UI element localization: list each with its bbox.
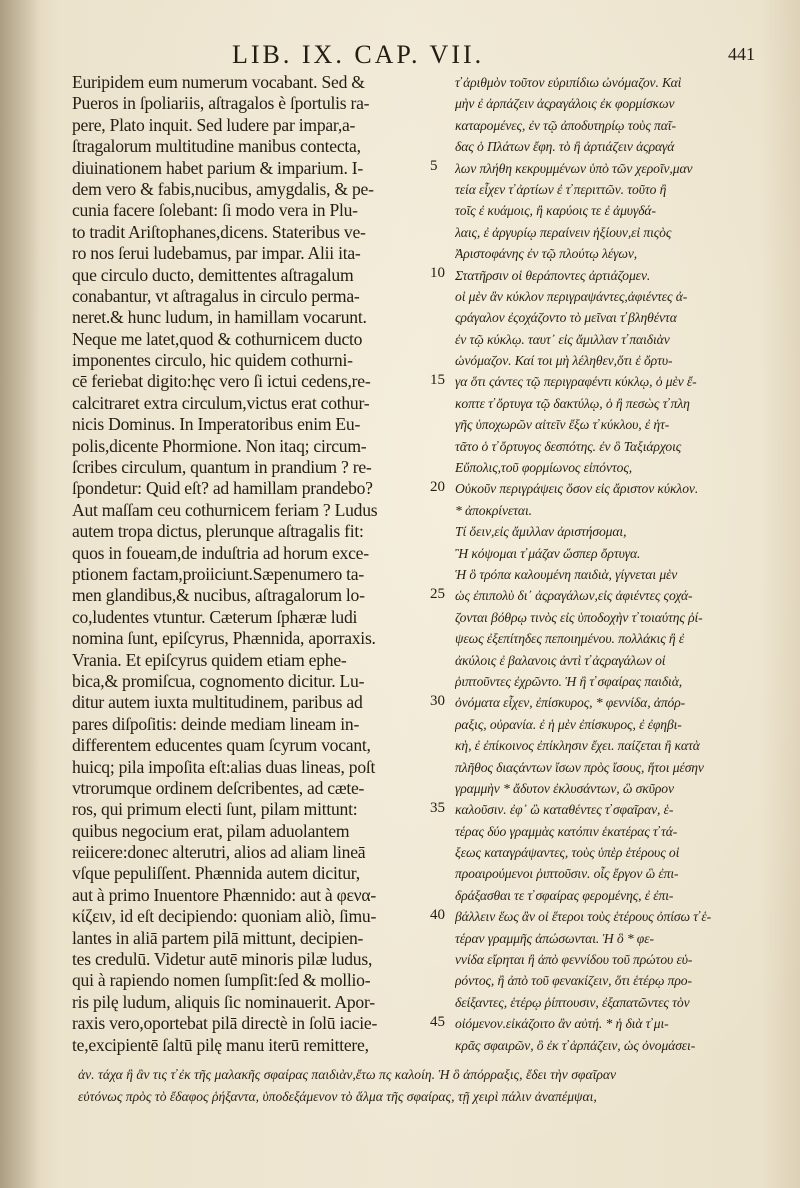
- latin-text-line: raxis vero,oportebat pilā directè in ſolū iacie-: [72, 1013, 378, 1034]
- greek-text-line: ὠνόμαζον. Καί τοι μὴ λέληθεν,ὅτι ἐ ὄρτυ-: [455, 353, 673, 369]
- latin-text-line: vſque pepuliſſent. Phænnida autem dicitur,: [72, 863, 360, 884]
- latin-text-line: ſcribes circulum, quantum in prandium ? re-: [72, 457, 372, 478]
- line-number: 10: [430, 264, 445, 281]
- greek-text-line: * ἀποκρίνεται.: [455, 502, 532, 518]
- latin-text-line: quibus negocium erat, pilam aduolantem: [72, 820, 350, 841]
- latin-text-line: ptionem factam,proiiciunt.Sæpenumero ta-: [72, 563, 364, 584]
- latin-text-line: que circulo ducto, demittentes aſtragalum: [72, 264, 354, 285]
- greek-text-line: βάλλειν ἕως ἂν οἱ ἕτεροι τοὺς ἑτέρους ὀπίσω τ̓ ἑ-: [455, 909, 712, 925]
- greek-text-line: Ἀριστοφάνης ἐν τῷ πλούτῳ λέγων,: [455, 246, 638, 262]
- latin-text-line: pares diſpoſitis: deinde mediam lineam in-: [72, 713, 360, 734]
- line-number: 25: [430, 585, 445, 602]
- latin-text-line: differentem educentes quam ſcyrum vocant,: [72, 735, 371, 756]
- latin-text-line: co,ludentes vtuntur. Cæterum ſphæræ ludi: [72, 606, 358, 627]
- greek-text-line: Ἢ κόψομαι τ̓ μάζαν ὥσπερ ὄρτυγα.: [455, 545, 641, 561]
- latin-text-line: κίζειν, id eſt decipiendo: quoniam aliò, ſimu-: [72, 906, 377, 927]
- latin-text-line: Euripidem eum numerum vocabant. Sed &: [72, 72, 365, 92]
- greek-text-line: ὀνόματα εἶχεν, ἐπίσκυρος, * φεννίδα, ἀπόρ-: [455, 695, 686, 711]
- greek-text-line: ννίδα εἴρηται ἢ ἀπὸ φεννίδου τοῦ πρώτου εὑ-: [455, 952, 693, 968]
- latin-text-line: nicis Dominus. In Imperatoribus enim Eu-: [72, 414, 361, 435]
- greek-text-line: δράξασθαι τε τ̓ σφαίρας φερομένης, ἐ ἐπι-: [455, 887, 674, 903]
- line-number: 20: [430, 478, 445, 495]
- latin-text-line: Neque me latet,quod & cothurnicem ducto: [72, 328, 363, 349]
- line-number: 30: [430, 692, 445, 709]
- greek-text-line: τέρας δύο γραμμὰς κατόπιν ἑκατέρας τ̓ τά-: [455, 823, 678, 839]
- latin-text-line: ditur autem iuxta multitudinem, paribus ad: [72, 692, 363, 713]
- greek-text-line: Στατῆρσιν οἱ θεράποντες ἀρτιάζομεν.: [455, 267, 651, 283]
- greek-text-line: ξεως καταγράψαντες, τοὺς ὑπὲρ ἑτέρους οἱ: [455, 845, 680, 861]
- latin-text-line: aut à primo Inuentore Phænnido: aut à φενα-: [72, 884, 376, 905]
- line-number: 40: [430, 906, 445, 923]
- latin-text-line: diuinationem habet parium & imparium. I-: [72, 157, 363, 178]
- latin-text-line: bica,& promiſcua, cognomento dicitur. Lu-: [72, 670, 365, 691]
- greek-text-line: Ἡ ὃ τρόπα καλουμένη παιδιὰ, γίγνεται μὲν: [455, 566, 678, 582]
- greek-text-line: τ̓ ἀριθμὸν τοῦτον εὐριπίδιω ὠνόμαζον. Καὶ: [455, 75, 682, 90]
- binding-shadow: [0, 0, 40, 1188]
- latin-text-line: cunia facere ſolebant: ſi modo vera in Plu-: [72, 200, 358, 221]
- latin-text-line: calcitraret extra circulum,victus erat cothur-: [72, 392, 370, 413]
- greek-text-line: πλῆθος διαςάντων ἴσων πρὸς ἴσους, ἥτοι μέσην: [455, 759, 704, 775]
- latin-text-line: men glandibus,& nucibus, aſtragalorum lo-: [72, 585, 365, 606]
- greek-text-line: ὡς ἐπιπολὺ δι᾿ ἀςραγάλων,εἰς ἀφιέντες ςοχά-: [455, 588, 693, 604]
- latin-text-line: te,excipientē ſaltū pilę manu iterū remittere,: [72, 1034, 369, 1055]
- greek-text-line: μὴν ἐ ἀρπάζειν ἀςραγάλοις ἐκ φορμίσκων: [455, 96, 675, 112]
- latin-text-line: to tradit Ariſtophanes,dicens. Stateribus ve-: [72, 221, 366, 242]
- latin-text-line: lantes in aliā partem pilā mittunt, decipien-: [72, 927, 364, 948]
- footer-line-2: εὐτόνως πρὸς τὸ ἔδαφος ῥήξαντα, ὑποδεξάμενον τὸ ἅλμα τῆς σφαίρας, τῇ χειρὶ πάλιν ἀναπέμψαι,: [78, 1089, 597, 1104]
- greek-text-line: ψεως ἐξεπίτηδες πεποιημένου. πολλάκις ἢ ἐ: [455, 631, 685, 647]
- latin-text-line: huicq; pila impoſita eſt:alias duas lineas, poſt: [72, 756, 376, 777]
- line-number: 45: [430, 1013, 445, 1030]
- greek-text-line: ζονται βόθρῳ τινὸς εἰς ὑποδοχὴν τ̓ τοιαύτης ῥί-: [455, 609, 703, 625]
- greek-text-line: ῥιπτοῦντες ἐχρῶντο. Ἡ ἢ τ̓ σφαίρας παιδιὰ,: [455, 673, 683, 689]
- latin-text-line: ſpondetur: Quid eſt? ad hamillam prandebo?: [72, 478, 373, 499]
- latin-text-line: vtrorumque ordinem deſcribentes, ad cæte-: [72, 777, 365, 798]
- latin-text-line: qui à rapiendo nomen ſumpſit:ſed & mollio-: [72, 970, 371, 991]
- greek-text-line: γραμμὴν * ἄδυτον ἐκλυσάντων, ὣ σκῦρον: [455, 780, 674, 796]
- line-number: 35: [430, 799, 445, 816]
- line-number: 15: [430, 371, 445, 388]
- greek-text-line: καλοῦσιν. ἐφ᾿ ὣ καταθέντες τ̓ σφαῖραν, ἑ-: [455, 802, 674, 818]
- greek-text-line: ςράγαλον ἐςοχάζοντο τὸ μεῖναι τ̓ βληθέντα: [455, 310, 677, 326]
- latin-text-line: nomina ſunt, epiſcyrus, Phænnida, aporraxis.: [72, 628, 376, 649]
- latin-text-line: ſtragalorum multitudine manibus contecta,: [72, 136, 361, 157]
- greek-text-line: γα ὅτι ςάντες τῷ περιγραφέντι κύκλῳ, ὁ μὲν ἔ-: [455, 374, 697, 390]
- latin-text-line: Pueros in ſpoliariis, aſtragalos è ſportulis ra-: [72, 93, 370, 114]
- greek-text-line: οἱ μὲν ἂν κύκλον περιγραψάντες,ἀφιέντες ἀ-: [455, 288, 688, 304]
- greek-text-line: κρᾶς σφαιρῶν, ὃ ἐκ τ̓ ἁρπάζειν, ὡς ὀνομάσει-: [455, 1037, 696, 1053]
- latin-column: [72, 72, 437, 1056]
- greek-text-line: δας ὁ Πλάτων ἔφη. τὸ ἢ ἀρτιάζειν ἀςραγά: [455, 139, 675, 155]
- latin-text-line: reiicere:donec alterutri, alios ad aliam lineā: [72, 842, 366, 863]
- latin-text-line: autem tropa dictus, plerunque aſtragalis fit:: [72, 521, 364, 542]
- greek-text-line: τεία εἶχεν τ̓ ἀρτίων ἐ τ̓ περιττῶν. τοῦτο ἢ: [455, 181, 667, 197]
- greek-text-line: λων πλήθη κεκρυμμένων ὑπὸ τῶν χεροῖν,μαν: [455, 160, 693, 176]
- greek-text-line: κοπτε τ̓ ὄρτυγα τῷ δακτύλῳ, ὁ ἢ πεσὼς τ̓ πλη: [455, 395, 690, 411]
- greek-text-line: τᾶτο ὁ τ̓ ὄρτυγος δεσπότης. ἐν ὃ Ταξιάρχοις: [455, 438, 682, 454]
- greek-text-line: ἐν τῷ κύκλῳ. ταυτ᾿ εἰς ἄμιλλαν τ̓ παιδιὰν: [455, 331, 670, 347]
- page-number: 441: [728, 44, 755, 64]
- greek-text-line: τέραν γραμμῆς ἀπώσωνται. Ἡ ὃ * φε-: [455, 930, 654, 946]
- latin-text-line: ro nos ſerui ludebamus, par impar. Alii ita-: [72, 243, 361, 264]
- greek-text-line: ρόντος, ἢ ἀπὸ τοῦ φενακίζειν, ὅτι ἑτέρῳ προ-: [455, 973, 692, 989]
- greek-text-line: Εὔπολις,τοῦ φορμίωνος εἰπόντος,: [455, 460, 633, 476]
- greek-text-line: Οὐκοῦν περιγράψεις ὅσον εἰς ἄριστον κύκλον.: [455, 481, 699, 497]
- footer-line-1: ἀν. τάχα ἢ ἂν τις τ̓ ἐκ τῆς μαλακῆς σφαίρας παιδιὰν,ἔτω πς καλοίη. Ἡ ὃ ἀπόρραξις, ἔδει τὴν σφαῖραν: [78, 1067, 617, 1082]
- latin-text-line: Vrania. Et epiſcyrus quidem etiam ephe-: [72, 649, 347, 670]
- latin-text-line: Aut maſſam ceu cothurnicem feriam ? Ludus: [72, 499, 378, 520]
- latin-text-line: pere, Plato inquit. Sed ludere par impar,a-: [72, 114, 356, 135]
- latin-text-line: conabantur, vt aſtragalus in circulo perma-: [72, 285, 360, 306]
- greek-column: [455, 72, 795, 1056]
- greek-text-line: ραξις, οὐρανία. ἐ ἡ μὲν ἐπίσκυρος, ἐ ἐφηβι-: [455, 716, 682, 732]
- latin-text-line: dem vero & fabis,nucibus, amygdalis, & pe-: [72, 178, 374, 199]
- latin-text-line: tes credulū. Videtur autē minoris pilæ ludus,: [72, 949, 373, 970]
- greek-text-line: ἀκύλοις ἐ βαλανοις ἀντὶ τ̓ ἀςραγάλων οἱ: [455, 652, 666, 668]
- greek-text-line: οἰόμενον.εἰκάζοιτο ἂν αὐτή. * ἡ διὰ τ̓ μι-: [455, 1016, 669, 1032]
- latin-text-line: ros, qui primum electi ſunt, pilam mittunt:: [72, 799, 358, 820]
- latin-text-line: neret.& hunc ludum, in hamillam vocarunt.: [72, 307, 367, 328]
- greek-text-line: καταρομένες, ἐν τῷ ἀποδυτηρίῳ τοὺς παῖ-: [455, 117, 676, 133]
- greek-text-line: λαις, ἐ ἀργυρίῳ περαίνειν ἠξίουν,εἰ πιςὸς: [455, 224, 672, 240]
- latin-text-line: polis,dicente Phormione. Non itaq; circum-: [72, 435, 367, 456]
- latin-text-line: quos in foueam,de induſtria ad horum exce-: [72, 542, 369, 563]
- running-title: LIB. IX. CAP. VII.: [232, 40, 485, 69]
- line-number: 5: [430, 157, 438, 174]
- greek-text-line: γῆς ὑποχωρῶν αἰτεῖν ἔξω τ̓ κύκλου, ἐ ἡτ-: [455, 417, 670, 433]
- latin-text-line: cē feriebat digito:hęc vero ſi ictui cedens,re-: [72, 371, 371, 392]
- greek-text-line: προαιρούμενοι ῥιπτοῦσιν. οἷς ἔργον ὣ ἐπι-: [455, 866, 679, 882]
- latin-text-line: imponentes circulo, hic quidem cothurni-: [72, 350, 353, 371]
- greek-text-line: Τί ὅειν,εἰς ἄμιλλαν ἀριστήσομαι,: [455, 524, 627, 540]
- greek-text-line: δείξαντες, ἑτέρῳ ῥίπτουσιν, ἐξαπατῶντες τὸν: [455, 994, 690, 1010]
- latin-text-line: ris pilę ludum, aliquis ſic nominauerit. Apor-: [72, 991, 375, 1012]
- greek-text-line: κὴ, ἐ ἐπίκοινος ἐπίκλησιν ἔχει. παίζεται ἢ κατὰ: [455, 738, 700, 754]
- greek-text-line: τοῖς ἐ κυάμοις, ἢ καρύοις τε ἐ ἀμυγδά-: [455, 203, 656, 219]
